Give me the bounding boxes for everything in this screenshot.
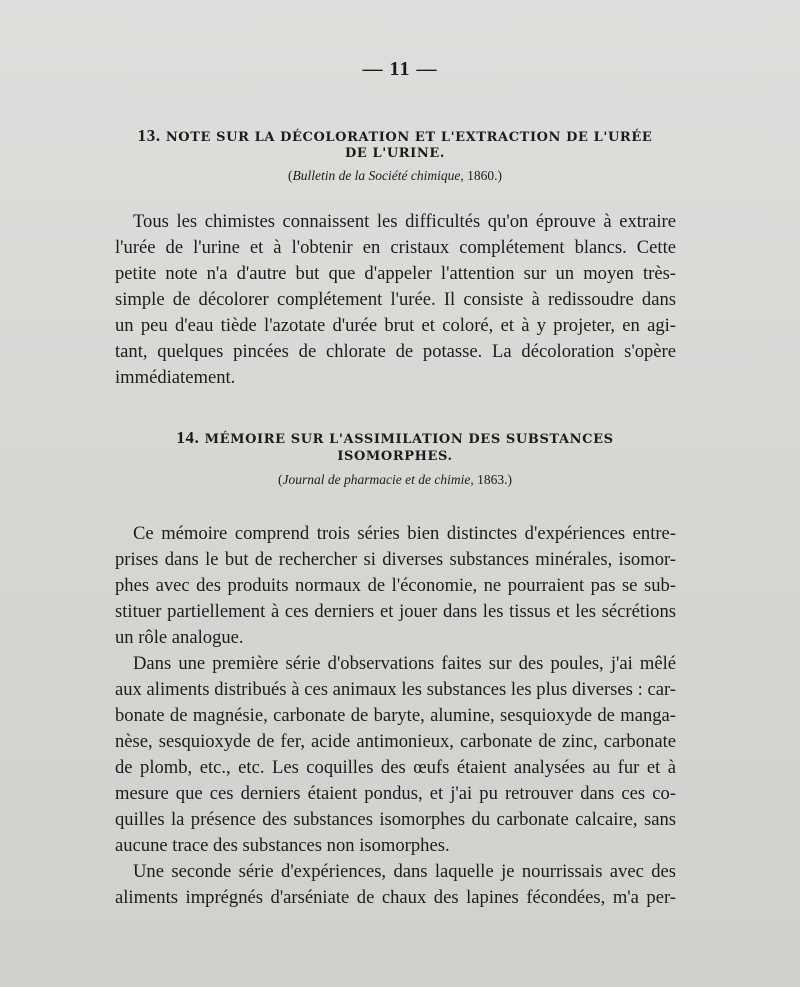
section-14-journal: Journal de pharmacie et de chimie: [282, 472, 471, 487]
section-13-title: NOTE SUR LA DÉCOLORATION ET L'EXTRACTION DE L'URÉE: [165, 130, 653, 145]
text-line: petite note n'a d'autre but que d'appeler l'attention sur un moyen très-: [115, 263, 676, 284]
section-13-journal: Bulletin de la Société chimique: [292, 168, 461, 183]
section-14-number: 14.: [176, 428, 200, 447]
text-line: aux aliments distribués à ces animaux les substances les plus diverses : car-: [115, 679, 676, 700]
text-line: mesure que ces derniers étaient pondus, et j'ai pu retrouver dans ces co-: [115, 783, 676, 804]
text-line: Ce mémoire comprend trois séries bien distinctes d'expériences entre-: [133, 523, 676, 544]
text-line: Dans une première série d'observations faites sur des poules, j'ai mêlé: [133, 653, 676, 674]
text-line: bonate de magnésie, carbonate de baryte, alumine, sesquioxyde de manga-: [115, 705, 676, 726]
text-line: prises dans le but de rechercher si diverses substances minérales, isomor-: [115, 549, 676, 570]
text-line: un rôle analogue.: [115, 627, 244, 648]
section-13-title-line2: DE L'URINE.: [345, 146, 445, 161]
section-14-title: MÉMOIRE SUR L'ASSIMILATION DES SUBSTANCES: [204, 432, 614, 447]
text-line: phes avec des produits normaux de l'économie, ne pourraient pas se sub-: [115, 575, 676, 596]
section-13-title-line1: [110, 126, 680, 146]
text-line: stituer partiellement à ces derniers et jouer dans les tissus et les sécrétions: [115, 601, 676, 622]
text-line: Tous les chimistes connaissent les difficultés qu'on éprouve à extraire: [133, 211, 676, 232]
text-line: de plomb, etc., etc. Les coquilles des œufs étaient analysées au fur et à: [115, 757, 676, 778]
section-14-title-line1: [110, 428, 680, 448]
text-line: un peu d'eau tiède l'azotate d'urée brut et coloré, et à y projeter, en agi-: [115, 315, 676, 336]
text-line: nèse, sesquioxyde de fer, acide antimonieux, carbonate de zinc, carbonate: [115, 731, 676, 752]
text-line: quilles la présence des substances isomorphes du carbonate calcaire, sans: [115, 809, 676, 830]
text-line: aliments imprégnés d'arséniate de chaux des lapines fécondées, m'a per-: [115, 887, 676, 908]
text-line: l'urée de l'urine et à l'obtenir en cristaux complétement blancs. Cette: [115, 237, 676, 258]
section-13-number: 13.: [137, 126, 161, 145]
text-line: immédiatement.: [115, 367, 236, 388]
section-13-source: (Bulletin de la Société chimique, 1860.): [287, 168, 503, 183]
page-number: — 11 —: [362, 58, 438, 80]
text-line: Une seconde série d'expériences, dans laquelle je nourrissais avec des: [133, 861, 676, 882]
text-line: simple de décolorer complétement l'urée. Il consiste à redissoudre dans: [115, 289, 676, 310]
section-14-title-line2: ISOMORPHES.: [337, 449, 453, 464]
text-line: tant, quelques pincées de chlorate de potasse. La décoloration s'opère: [115, 341, 676, 362]
section-14-source: (Journal de pharmacie et de chimie, 1863.): [278, 472, 512, 487]
text-line: aucune trace des substances non isomorphes.: [115, 835, 450, 856]
